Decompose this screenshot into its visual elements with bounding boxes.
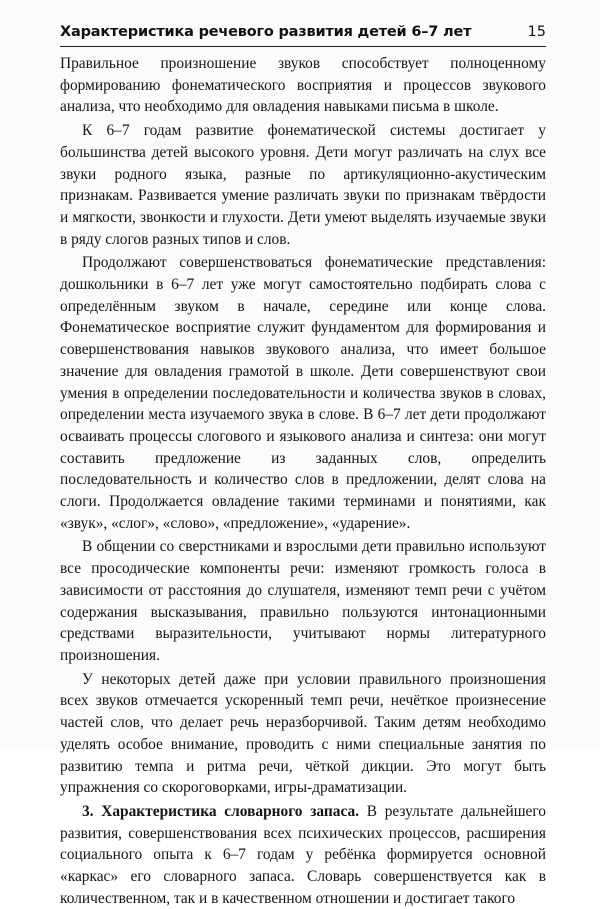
section-text: В результате дальнейшего развития, совершенствования всех психических процессов, расширения социального опыта к 6–7 годам у ребёнка формируется основной «каркас» его словарного запаса. Словарь совершенствуется как в количественном, так и в качественном отношении и достигает такого <box>60 802 547 907</box>
paragraph-vocabulary-section <box>60 801 546 909</box>
body-text <box>60 53 546 909</box>
paragraph-phonematic-perception: Продолжают совершенствоваться фонематические представления: дошкольники в 6–7 лет уже могут самостоятельно подбирать слова с определённым звуком в начале, середине или конце слова. Фонематическое восприятие служит фундаментом для формирования и совершенствования навыков звукового анализа, что имеет большое значение для овладения грамотой в школе. Дети совершенствуют свои умения в определении последовательности и количества звуков в словах, определении места изучаемого звука в слове. В 6–7 лет дети продолжают осваивать процессы слогового и языкового анализа и синтеза: они могут составить предложение из заданных слов, определить последовательность и количество слов в предложении, делят слова на слоги. Продолжается овладение такими терминами и понятиями, как «звук», «слог», «слово», «предложение», «ударение». <box>60 254 546 532</box>
paragraph-prosody: В общении со сверстниками и взрослыми дети правильно используют все просодические компоненты речи: изменяют громкость голоса в зависимости от расстояния до слушателя, изменяют темп речи с учётом содержания высказывания, правильно пользуются интонационными средствами выразительности, учитывают нормы литературного произношения. <box>60 538 546 664</box>
paragraph-intro: Правильное произношение звуков способствует полноценному формированию фонематического восприятия и процессов звукового анализа, что необходимо для овладения навыками письма в школе. <box>60 55 546 116</box>
header-rule <box>60 46 546 47</box>
running-title: Характеристика речевого развития детей 6–7 лет <box>60 24 472 40</box>
paragraph-phonematic-system: К 6–7 годам развитие фонематической системы достигает у большинства детей высокого уровня. Дети могут различать на слух все звуки родного языка, разные по артикуляционно-акустическим признакам. Развивается умение различать звуки по признакам твёрдости и мягкости, звонкости и глухости. Дети умеют выделять изучаемые звуки в ряду слогов разных типов и слов. <box>60 122 546 248</box>
section-heading: 3. Характеристика словарного запаса. <box>82 802 360 820</box>
paragraph-speech-tempo: У некоторых детей даже при условии правильного произношения всех звуков отмечается ускоренный темп речи, нечёткое произнесение частей слов, что делает речь неразборчивой. Таким детям необходимо уделять особое внимание, проводить с ними специальные занятия по развитию темпа и ритма речи, чёткой дикции. Это могут быть упражнения со скороговорками, игры-драматизации. <box>60 670 546 797</box>
page-number: 15 <box>527 24 546 40</box>
running-header <box>60 24 546 46</box>
